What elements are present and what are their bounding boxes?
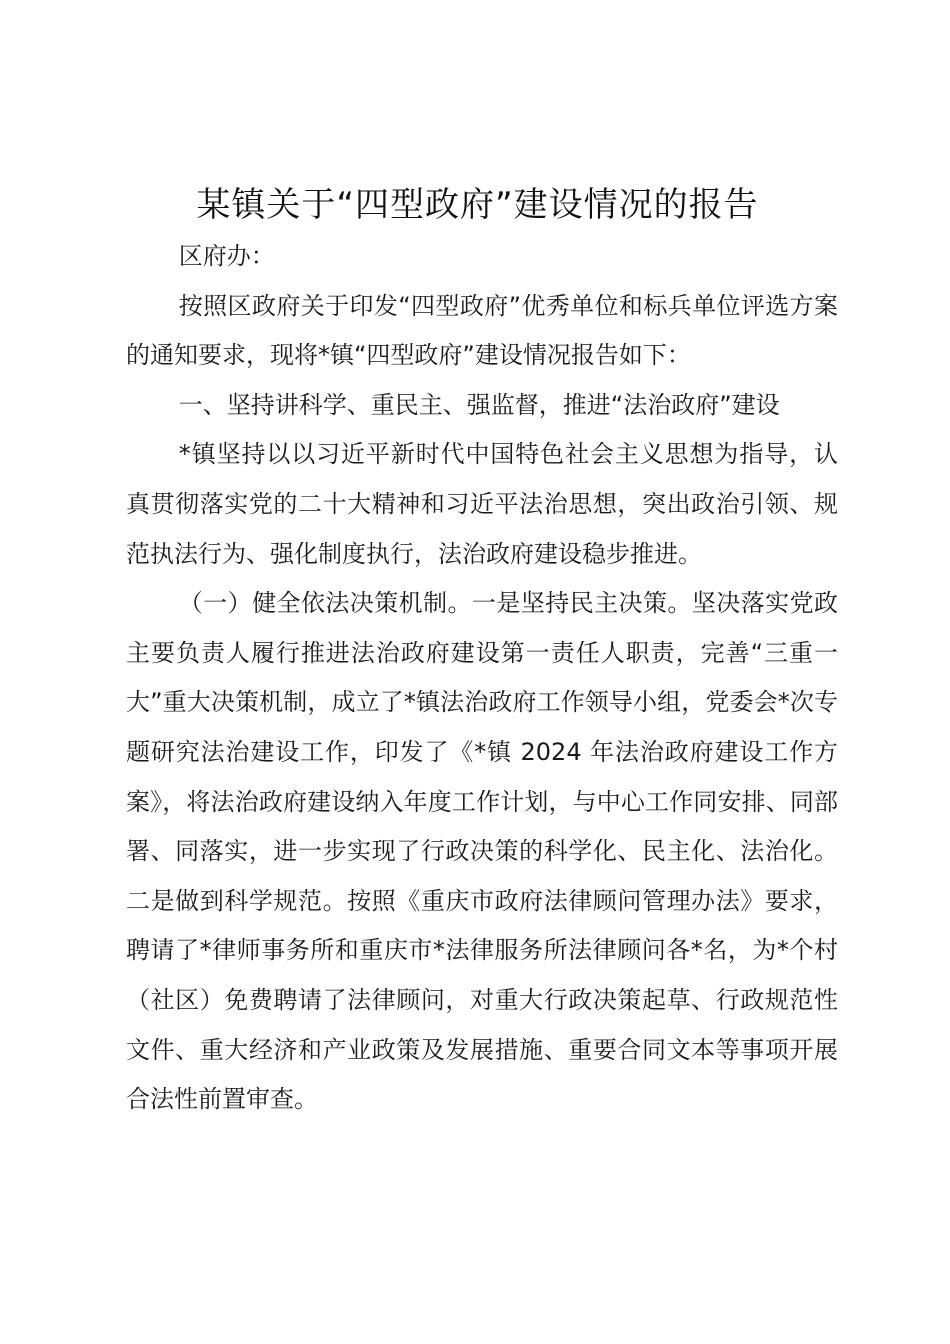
salutation: 区府办：	[178, 242, 275, 270]
paragraph-subsection-1: （一）健全依法决策机制。一是坚持民主决策。坚决落实党政主要负责人履行推进法治政府建设第一责任人职责，完善“三重一大”重大决策机制，成立了*镇法治政府工作领导小组，党委会*次专题研究法治建设工作，印发了《*镇 2024 年法治政府建设工作方案》，将法治政府建设纳入年度工作计划，与中心工作同安排、同部署、同落实，进一步实现了行政决策的科学化、民主化、法治化。二是做到科学规范。按照《重庆市政府法律顾问管理办法》要求，聘请了*律师事务所和重庆市*法律服务所法律顾问各*名，为*个村（社区）免费聘请了法律顾问，对重大行政决策起草、行政规范性文件、重大经济和产业政策及发展措施、重要合同文本等事项开展合法性前置审查。	[126, 589, 838, 1114]
document-title: 某镇关于“四型政府”建设情况的报告	[196, 185, 759, 225]
paragraph-section-1-intro: *镇坚持以以习近平新时代中国特色社会主义思想为指导，认真贯彻落实党的二十大精神和习近平法治思想，突出政治引领、规范执法行为、强化制度执行，法治政府建设稳步推进。	[126, 440, 838, 568]
document-body	[126, 232, 838, 1125]
section-heading-1: 一、坚持讲科学、重民主、强监督，推进“法治政府”建设	[178, 390, 780, 419]
paragraph-intro: 按照区政府关于印发“四型政府”优秀单位和标兵单位评选方案的通知要求，现将*镇“四型政府”建设情况报告如下：	[126, 291, 838, 370]
